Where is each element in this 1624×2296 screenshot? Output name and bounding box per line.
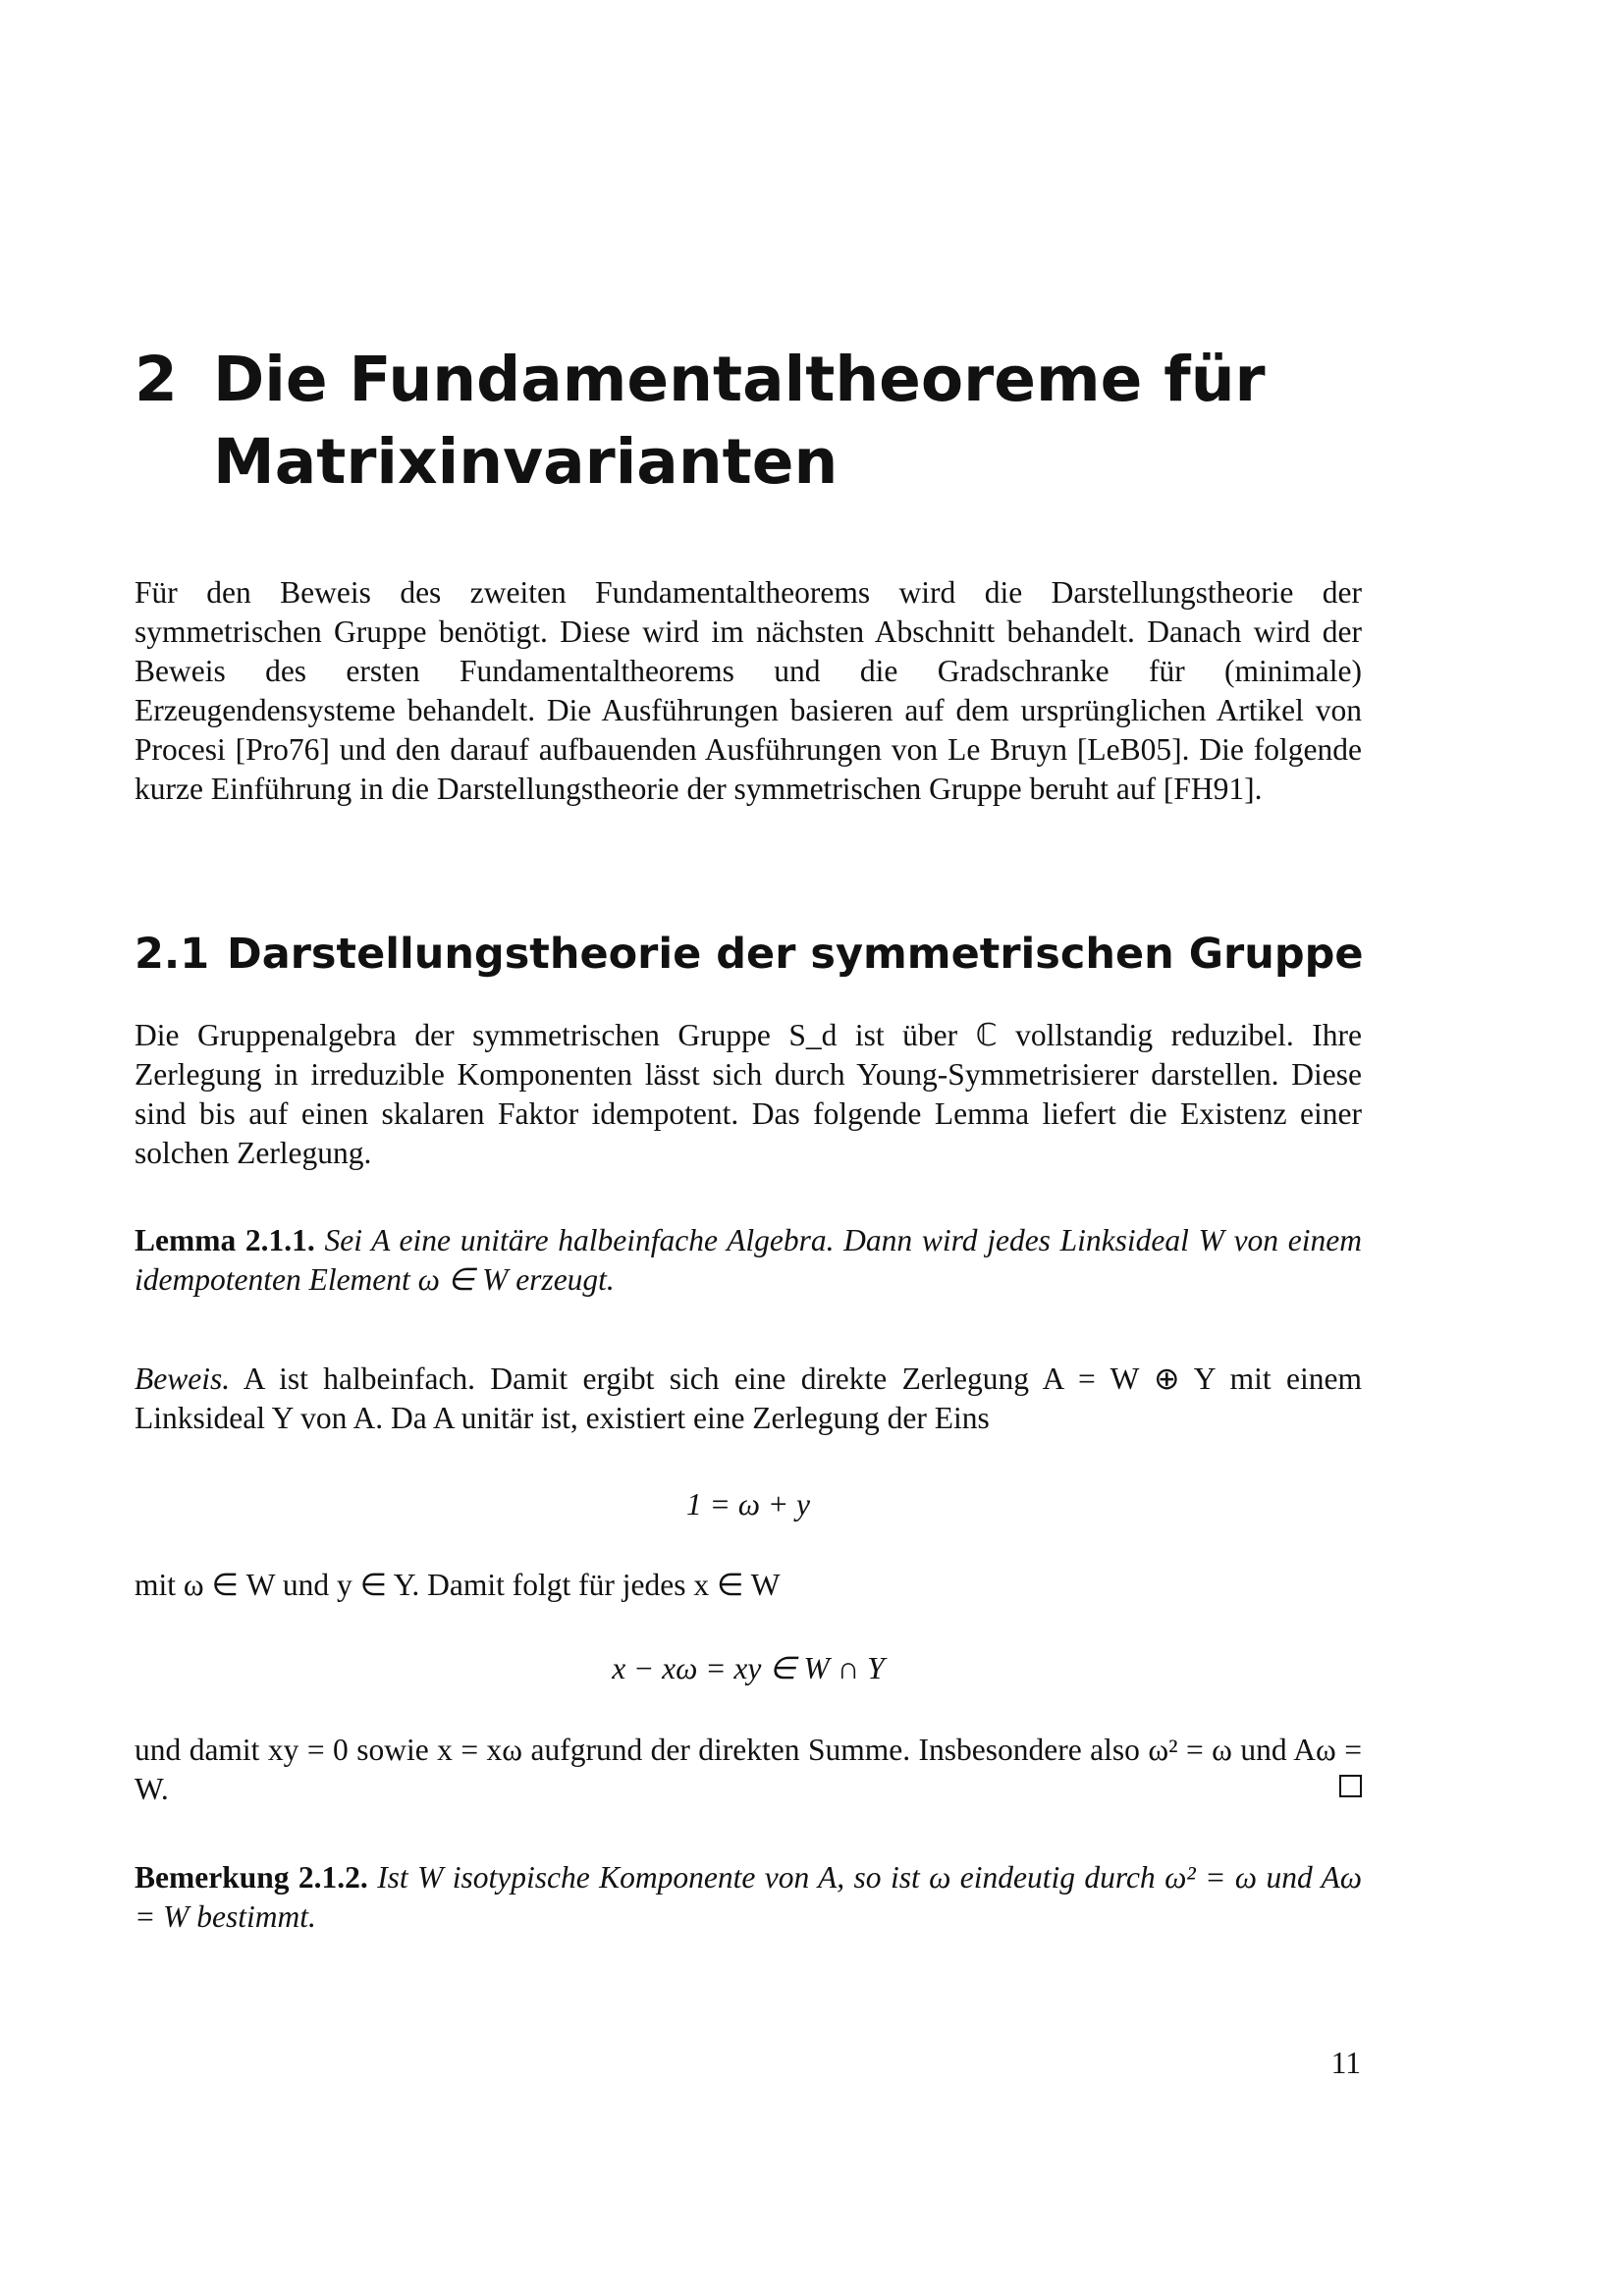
section-paragraph: Die Gruppenalgebra der symmetrischen Gruppe S_d ist über ℂ vollstandig reduzibel. Ihre Zerlegung in irreduzible Komponenten lässt sich durch Young-Symmetrisierer darstellen. Diese sind bis auf einen skalaren Faktor idempotent. Das folgende Lemma liefert die Existenz einer solchen Zerlegung. <box>135 1018 1362 1170</box>
proof-block <box>135 1360 1362 1438</box>
remark-block <box>135 1858 1362 1937</box>
page-number: 11 <box>1330 2046 1361 2080</box>
proof-text: A ist halbeinfach. Damit ergibt sich eine direkte Zerlegung A = W ⊕ Y mit einem Linksideal Y von A. Da A unitär ist, existiert eine Zerlegung der Eins <box>135 1362 1363 1435</box>
section-title: Darstellungstheorie der symmetrischen Gruppe <box>227 930 1364 979</box>
remark-label: Bemerkung 2.1.2. <box>135 1860 368 1895</box>
lemma-text: Sei A eine unitäre halbeinfache Algebra. Dann wird jedes Linksideal W von einem idempotenten Element ω ∈ W erzeugt. <box>135 1223 1362 1297</box>
proof-middle-text: mit ω ∈ W und y ∈ Y. Damit folgt für jedes x ∈ W <box>135 1568 781 1602</box>
qed-square-icon <box>1339 1775 1362 1797</box>
intro-paragraph: Für den Beweis des zweiten Fundamentaltheorems wird die Darstellungstheorie der symmetrischen Gruppe benötigt. Diese wird im nächsten Abschnitt behandelt. Danach wird der Beweis des ersten Fundamentaltheorems und die Gradschranke für (minimale) Erzeugendensysteme behandelt. Die Ausführungen basieren auf dem ursprünglichen Artikel von Procesi [Pro76] und den darauf aufbauenden Ausführungen von Le Bruyn [LeB05]. Die folgende kurze Einführung in die Darstellungstheorie der symmetrischen Gruppe beruht auf [FH91]. <box>135 575 1362 806</box>
chapter-number: 2 <box>135 344 178 415</box>
remark-text: Ist W isotypische Komponente von A, so ist ω eindeutig durch ω² = ω und Aω = W bestimmt. <box>135 1860 1363 1934</box>
section-heading <box>135 929 1362 980</box>
lemma-block <box>135 1221 1362 1300</box>
equation-intersection: x − xω = xy ∈ W ∩ Y <box>612 1651 885 1685</box>
proof-label: Beweis. <box>135 1362 231 1396</box>
chapter-title: Die Fundamentaltheoreme für Matrixinvarianten <box>213 344 1266 498</box>
equation-unit-decomposition: 1 = ω + y <box>686 1487 810 1522</box>
section-number: 2.1 <box>135 930 210 979</box>
lemma-label: Lemma 2.1.1. <box>135 1223 315 1257</box>
proof-conclusion: und damit xy = 0 sowie x = xω aufgrund der direkten Summe. Insbesondere also ω² = ω und Aω = W. <box>135 1733 1362 1806</box>
